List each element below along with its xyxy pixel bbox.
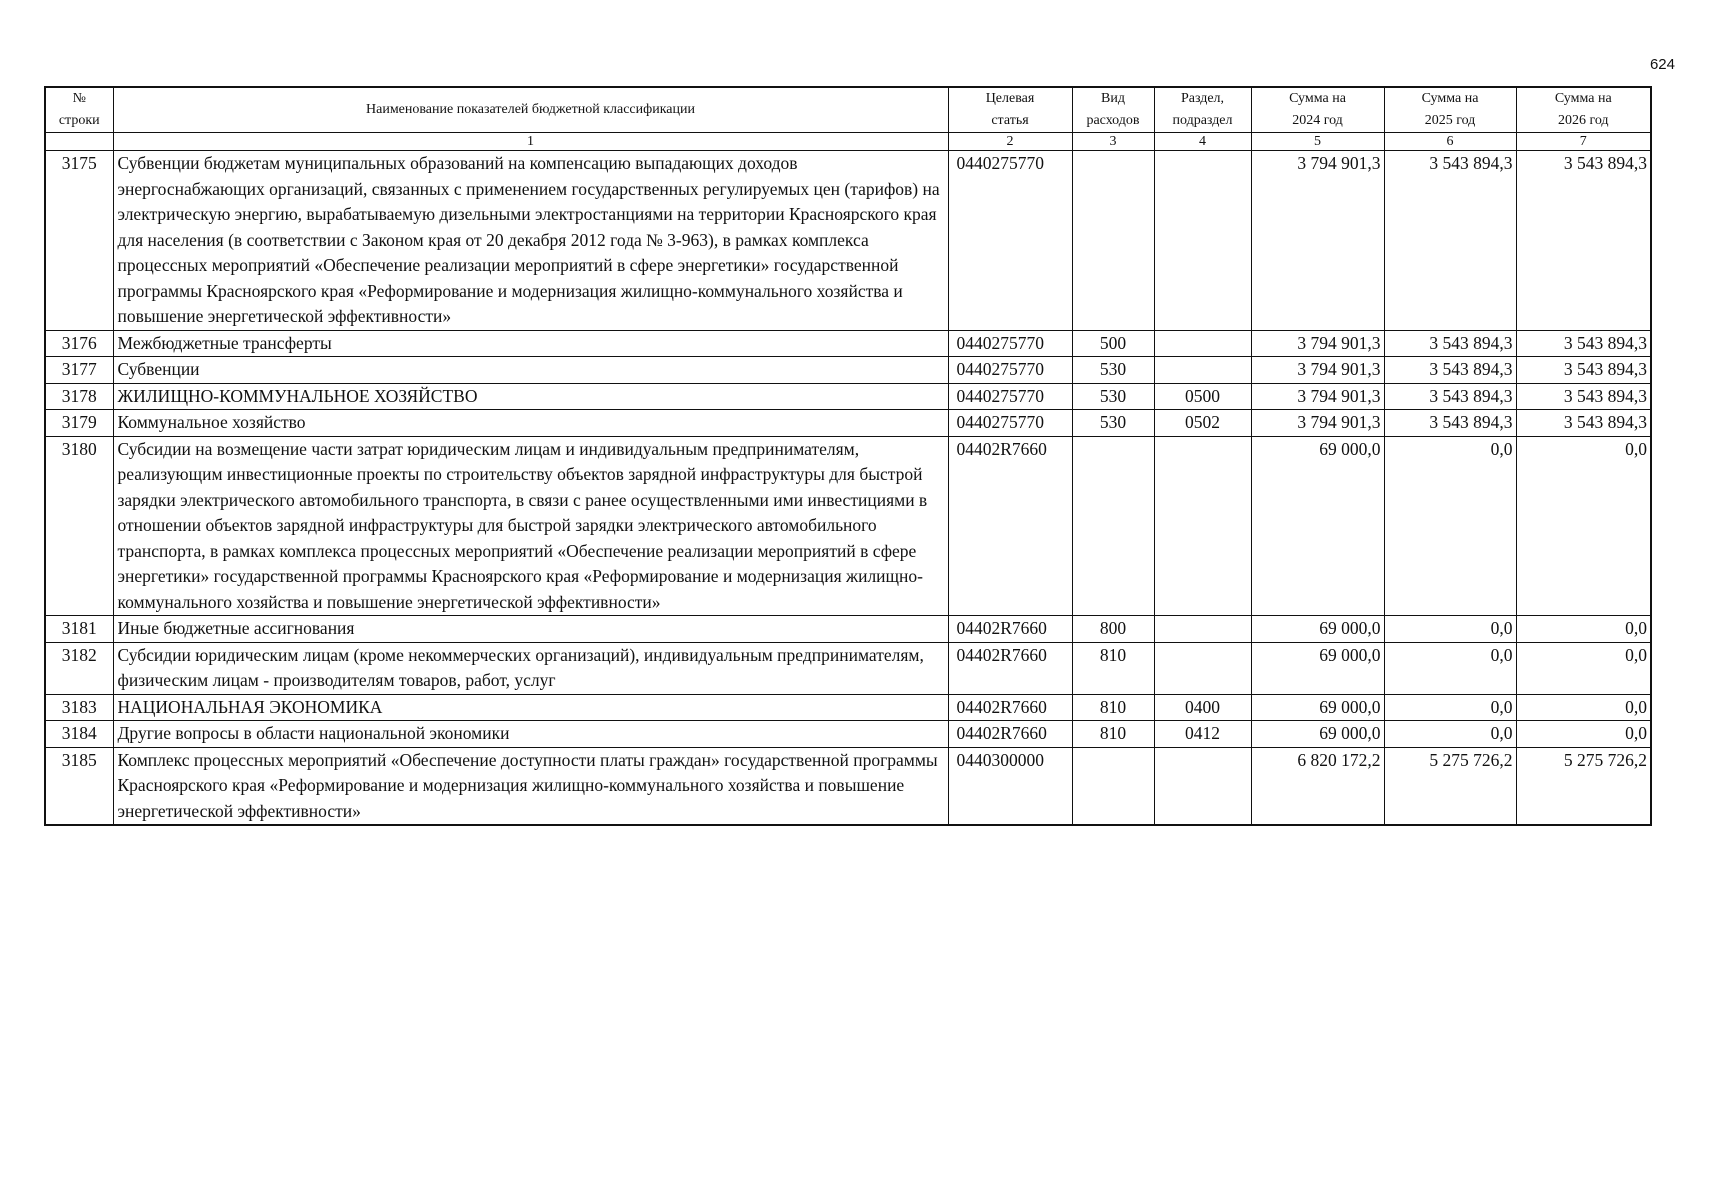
target-article: 04402R7660 [948, 721, 1072, 748]
sum-2024: 6 820 172,2 [1251, 747, 1384, 825]
indicator-name: Субвенции бюджетам муниципальных образований на компенсацию выпадающих доходов энергоснабжающих организаций, связанных с применением государственных регулируемых цен (тарифов) на электрическую энергию, вырабатываемую дизельными электростанциями на территории Красноярского края для населения (в соответствии с Законом края от 20 декабря 2012 года № 3-963), в рамках комплекса процессных мероприятий «Обеспечение реализации мероприятий в сфере энергетики» государственной программы Красноярского края «Реформирование и модернизация жилищно-коммунального хозяйства и повышение энергетической эффективности» [113, 151, 948, 331]
sum-2026: 3 543 894,3 [1516, 357, 1651, 384]
row-number: 3175 [45, 151, 113, 331]
target-article: 0440300000 [948, 747, 1072, 825]
sum-2025: 0,0 [1384, 616, 1516, 643]
sum-2024: 69 000,0 [1251, 642, 1384, 694]
column-number: 7 [1516, 133, 1651, 151]
column-number-row [45, 133, 1651, 151]
sum-2024: 3 794 901,3 [1251, 357, 1384, 384]
indicator-name: Иные бюджетные ассигнования [113, 616, 948, 643]
table-row [45, 383, 1651, 410]
sum-2025: 0,0 [1384, 642, 1516, 694]
sum-2025: 0,0 [1384, 721, 1516, 748]
column-number: 3 [1072, 133, 1154, 151]
section-code [1154, 616, 1251, 643]
row-number: 3180 [45, 436, 113, 616]
sum-2025: 5 275 726,2 [1384, 747, 1516, 825]
table-row [45, 642, 1651, 694]
header-section: Раздел, подраздел [1154, 87, 1251, 133]
target-article: 0440275770 [948, 330, 1072, 357]
table-row [45, 747, 1651, 825]
target-article: 0440275770 [948, 410, 1072, 437]
expense-type [1072, 151, 1154, 331]
row-number: 3176 [45, 330, 113, 357]
sum-2025: 3 543 894,3 [1384, 330, 1516, 357]
expense-type: 810 [1072, 721, 1154, 748]
indicator-name: Другие вопросы в области национальной экономики [113, 721, 948, 748]
row-number: 3183 [45, 694, 113, 721]
header-row-number: № строки [45, 87, 113, 133]
sum-2024: 69 000,0 [1251, 694, 1384, 721]
column-number: 2 [948, 133, 1072, 151]
expense-type: 500 [1072, 330, 1154, 357]
sum-2025: 3 543 894,3 [1384, 151, 1516, 331]
section-code [1154, 747, 1251, 825]
indicator-name: НАЦИОНАЛЬНАЯ ЭКОНОМИКА [113, 694, 948, 721]
expense-type: 810 [1072, 642, 1154, 694]
section-code: 0400 [1154, 694, 1251, 721]
column-number: 5 [1251, 133, 1384, 151]
table-row [45, 410, 1651, 437]
sum-2024: 3 794 901,3 [1251, 383, 1384, 410]
column-number: 1 [113, 133, 948, 151]
sum-2026: 0,0 [1516, 616, 1651, 643]
sum-2026: 0,0 [1516, 721, 1651, 748]
sum-2026: 3 543 894,3 [1516, 330, 1651, 357]
section-code [1154, 436, 1251, 616]
indicator-name: Межбюджетные трансферты [113, 330, 948, 357]
row-number: 3177 [45, 357, 113, 384]
table-row [45, 616, 1651, 643]
column-number: 6 [1384, 133, 1516, 151]
table-row [45, 436, 1651, 616]
section-code [1154, 642, 1251, 694]
table-row [45, 330, 1651, 357]
table-row [45, 357, 1651, 384]
expense-type: 530 [1072, 383, 1154, 410]
sum-2025: 3 543 894,3 [1384, 383, 1516, 410]
sum-2024: 3 794 901,3 [1251, 410, 1384, 437]
sum-2024: 3 794 901,3 [1251, 151, 1384, 331]
sum-2026: 3 543 894,3 [1516, 151, 1651, 331]
header-sum-2025: Сумма на 2025 год [1384, 87, 1516, 133]
sum-2025: 3 543 894,3 [1384, 410, 1516, 437]
header-sum-2026: Сумма на 2026 год [1516, 87, 1651, 133]
budget-classification-table [44, 86, 1652, 826]
section-code [1154, 151, 1251, 331]
row-number: 3182 [45, 642, 113, 694]
indicator-name: Субсидии юридическим лицам (кроме некоммерческих организаций), индивидуальным предпринимателям, физическим лицам - производителям товаров, работ, услуг [113, 642, 948, 694]
sum-2026: 0,0 [1516, 436, 1651, 616]
target-article: 0440275770 [948, 383, 1072, 410]
target-article: 04402R7660 [948, 694, 1072, 721]
expense-type [1072, 436, 1154, 616]
sum-2026: 0,0 [1516, 642, 1651, 694]
target-article: 04402R7660 [948, 642, 1072, 694]
sum-2026: 5 275 726,2 [1516, 747, 1651, 825]
target-article: 0440275770 [948, 151, 1072, 331]
target-article: 04402R7660 [948, 436, 1072, 616]
header-indicator-name: Наименование показателей бюджетной классификации [113, 87, 948, 133]
expense-type [1072, 747, 1154, 825]
header-sum-2024: Сумма на 2024 год [1251, 87, 1384, 133]
sum-2024: 69 000,0 [1251, 721, 1384, 748]
header-expense-type: Вид расходов [1072, 87, 1154, 133]
indicator-name: ЖИЛИЩНО-КОММУНАЛЬНОЕ ХОЗЯЙСТВО [113, 383, 948, 410]
table-row [45, 151, 1651, 331]
row-number: 3179 [45, 410, 113, 437]
section-code: 0502 [1154, 410, 1251, 437]
sum-2024: 3 794 901,3 [1251, 330, 1384, 357]
sum-2024: 69 000,0 [1251, 436, 1384, 616]
expense-type: 530 [1072, 410, 1154, 437]
section-code: 0500 [1154, 383, 1251, 410]
sum-2025: 0,0 [1384, 694, 1516, 721]
target-article: 0440275770 [948, 357, 1072, 384]
section-code [1154, 330, 1251, 357]
sum-2026: 3 543 894,3 [1516, 383, 1651, 410]
page-number: 624 [1649, 56, 1675, 73]
section-code [1154, 357, 1251, 384]
table-row [45, 721, 1651, 748]
section-code: 0412 [1154, 721, 1251, 748]
indicator-name: Субвенции [113, 357, 948, 384]
table-body [45, 151, 1651, 826]
sum-2026: 0,0 [1516, 694, 1651, 721]
row-number: 3178 [45, 383, 113, 410]
target-article: 04402R7660 [948, 616, 1072, 643]
header-row [45, 87, 1651, 133]
table-row [45, 694, 1651, 721]
column-number: 4 [1154, 133, 1251, 151]
expense-type: 530 [1072, 357, 1154, 384]
row-number: 3181 [45, 616, 113, 643]
expense-type: 810 [1072, 694, 1154, 721]
column-number [45, 133, 113, 151]
sum-2025: 3 543 894,3 [1384, 357, 1516, 384]
sum-2026: 3 543 894,3 [1516, 410, 1651, 437]
sum-2024: 69 000,0 [1251, 616, 1384, 643]
expense-type: 800 [1072, 616, 1154, 643]
header-target-article: Целевая статья [948, 87, 1072, 133]
indicator-name: Коммунальное хозяйство [113, 410, 948, 437]
row-number: 3185 [45, 747, 113, 825]
row-number: 3184 [45, 721, 113, 748]
sum-2025: 0,0 [1384, 436, 1516, 616]
indicator-name: Комплекс процессных мероприятий «Обеспечение доступности платы граждан» государственной программы Красноярского края «Реформирование и модернизация жилищно-коммунального хозяйства и повышение энергетической эффективности» [113, 747, 948, 825]
indicator-name: Субсидии на возмещение части затрат юридическим лицам и индивидуальным предпринимателям, реализующим инвестиционные проекты по строительству объектов зарядной инфраструктуры для быстрой зарядки электрического автомобильного транспорта, в связи с ранее осуществленными ими инвестициями в отношении объектов зарядной инфраструктуры для быстрой зарядки электрического автомобильного транспорта, в рамках комплекса процессных мероприятий «Обеспечение реализации мероприятий в сфере энергетики» государственной программы Красноярского края «Реформирование и модернизация жилищно-коммунального хозяйства и повышение энергетической эффективности» [113, 436, 948, 616]
